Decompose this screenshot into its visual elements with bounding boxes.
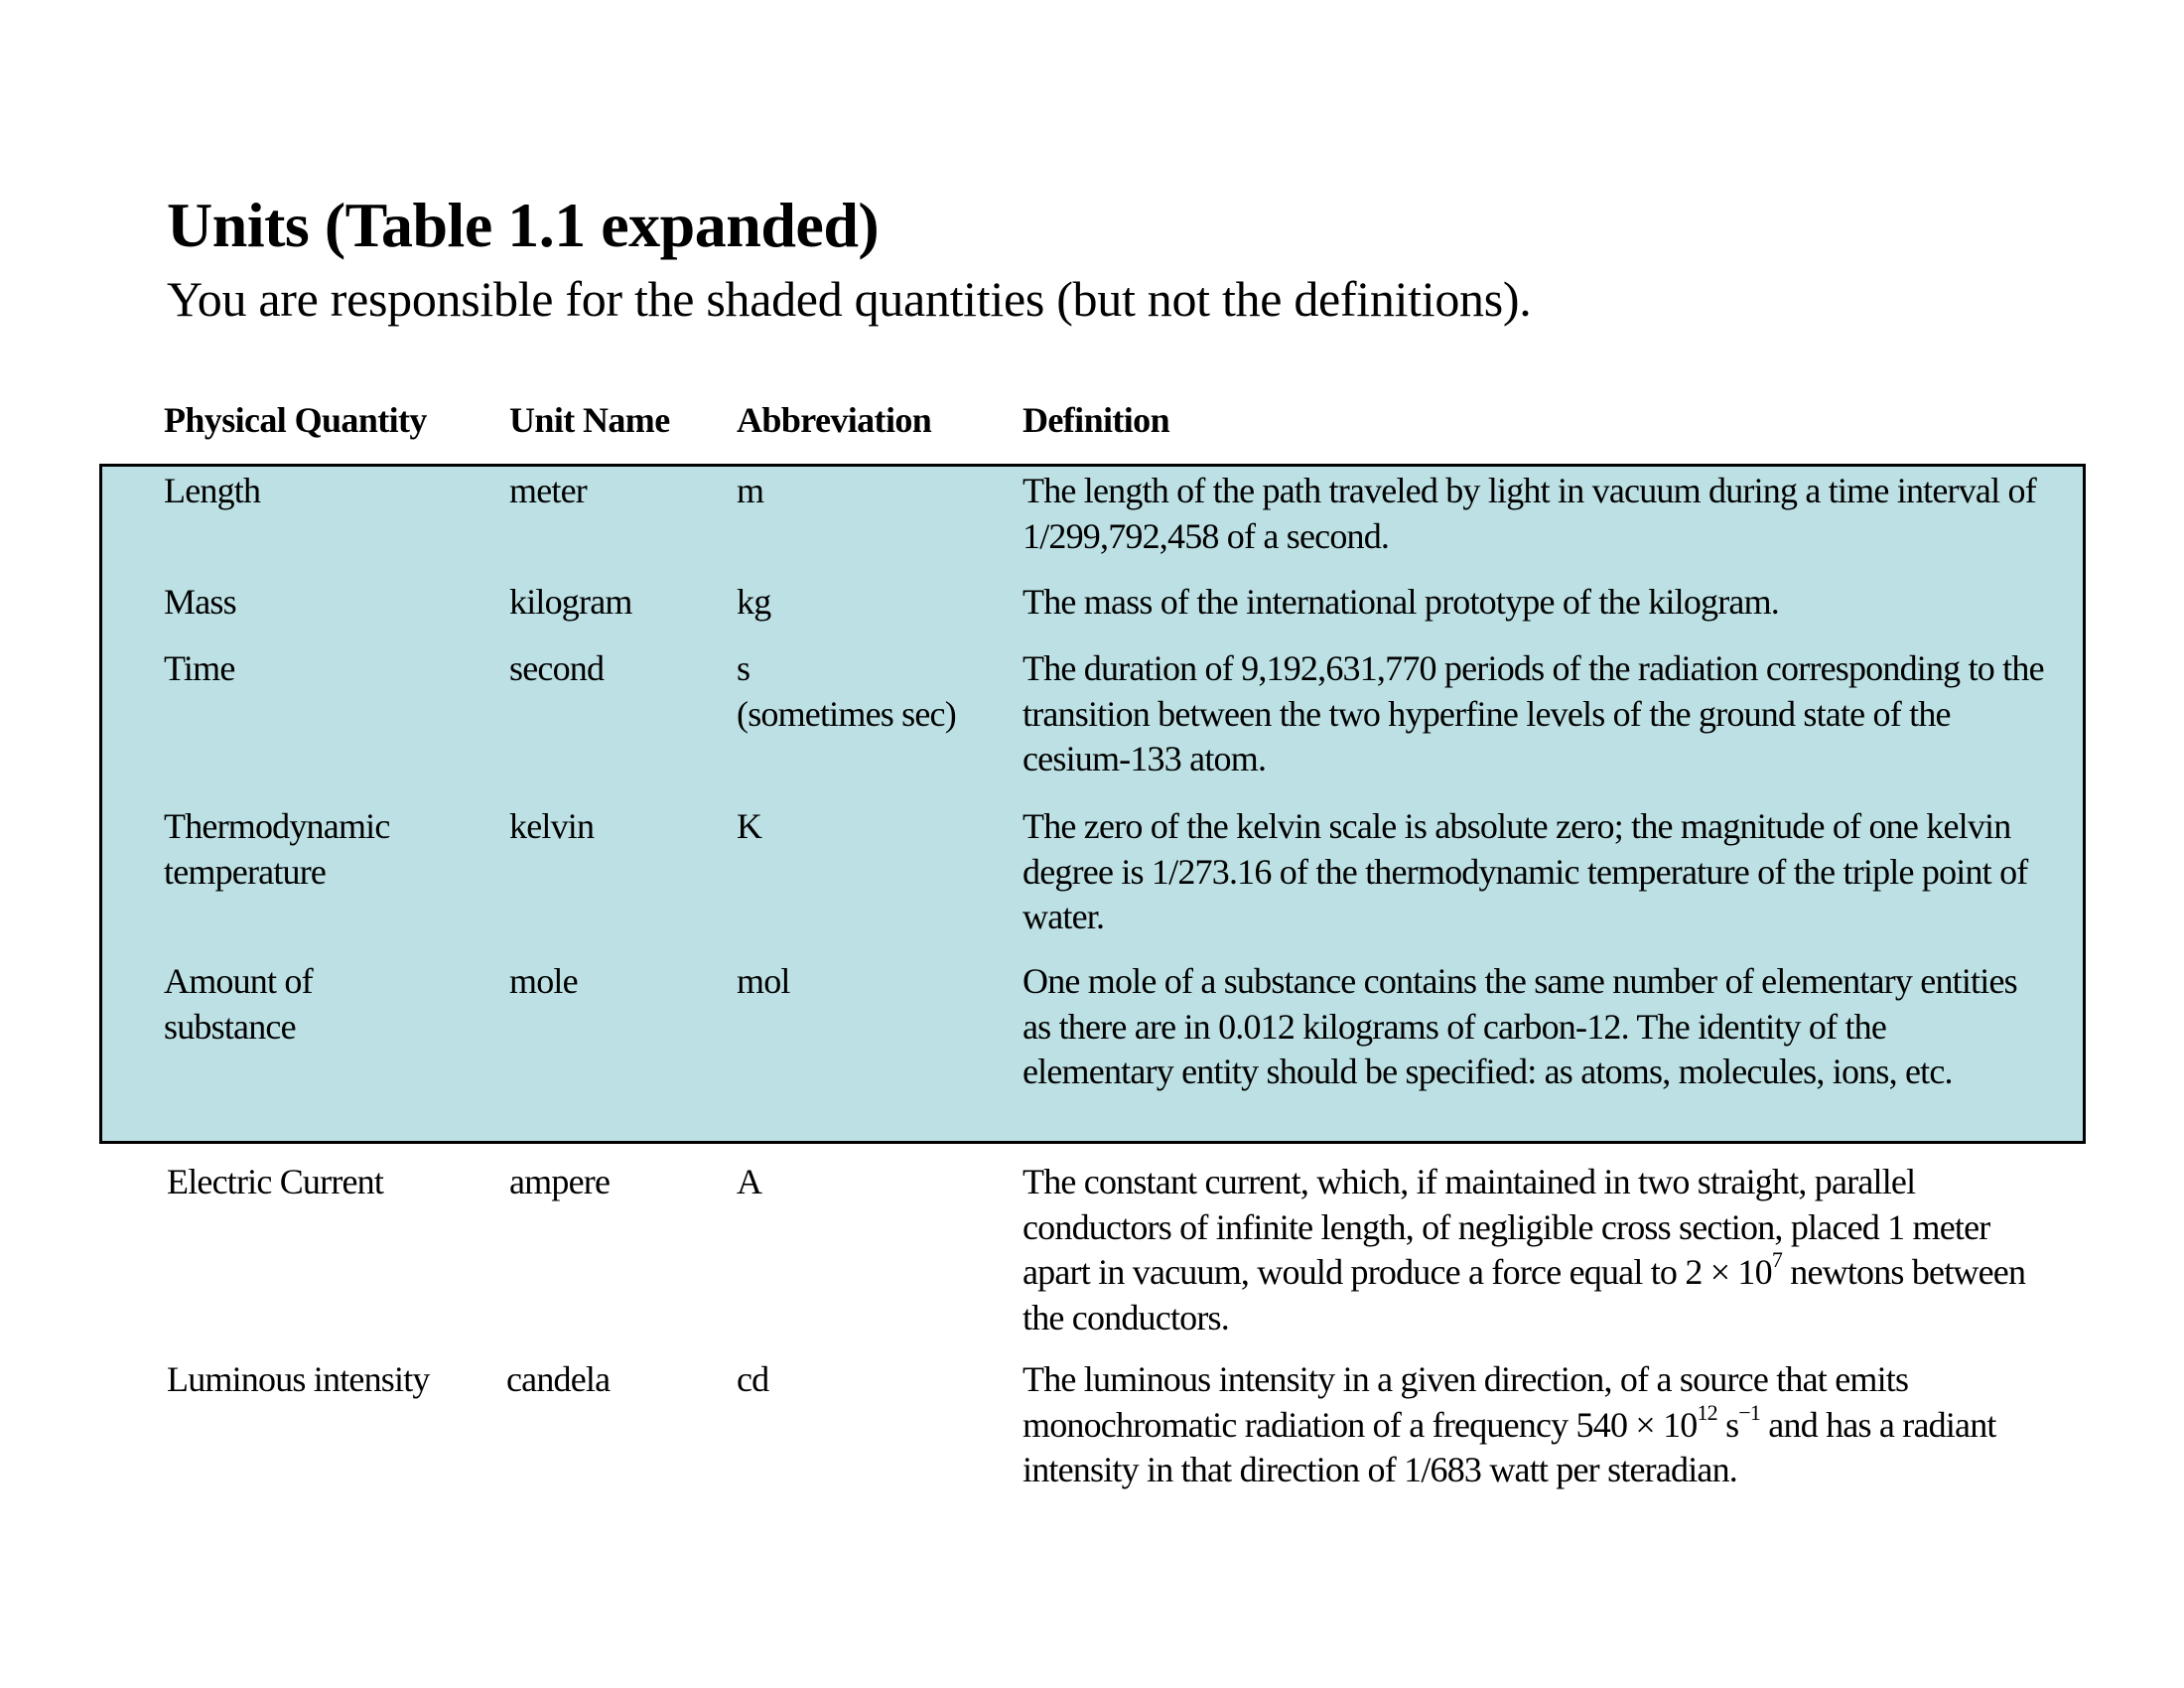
quantity-cell-line2: substance <box>164 1007 296 1047</box>
abbr-cell: K <box>737 806 762 846</box>
abbr-cell: mol <box>737 961 790 1001</box>
exponent: −1 <box>1738 1399 1761 1425</box>
abbr-cell: A <box>737 1162 762 1201</box>
definition-text-b: newtons between the conductors. <box>1023 1252 2026 1337</box>
abbr-cell: cd <box>737 1359 769 1399</box>
quantity-cell: Length <box>164 471 261 510</box>
unit-cell: mole <box>509 961 578 1001</box>
quantity-cell: Luminous intensity <box>167 1359 430 1399</box>
quantity-cell-line2: temperature <box>164 852 327 892</box>
unit-cell: meter <box>509 471 587 510</box>
unit-cell: kelvin <box>509 806 595 846</box>
abbr-cell: kg <box>737 582 771 622</box>
header-physical-quantity: Physical Quantity <box>164 400 427 440</box>
exponent: 12 <box>1697 1399 1717 1425</box>
unit-cell: kilogram <box>509 582 632 622</box>
quantity-cell-line1: Amount of <box>164 961 313 1001</box>
abbr-cell: m <box>737 471 764 510</box>
page-title: Units (Table 1.1 expanded) <box>167 190 880 260</box>
definition-text-a: The constant current, which, if maintained in two straight, parallel conductors of infinite length, of negligible cross section, placed 1 meter apart in vacuum, would produce a force equal to 2 × 10 <box>1023 1162 1990 1292</box>
quantity-cell: Electric Current <box>167 1162 384 1201</box>
quantity-cell-line1: Thermodynamic <box>164 806 390 846</box>
definition-cell: One mole of a substance contains the same number of elementary entities as there are in 0.012 kilograms of carbon-12. The identity of the elementary entity should be specified: as atoms, molecules, ions, etc. <box>1023 961 2017 1091</box>
quantity-cell: Time <box>164 648 235 688</box>
abbr-note: (sometimes sec) <box>737 694 956 734</box>
header-unit-name: Unit Name <box>509 400 670 440</box>
unit-cell: ampere <box>509 1162 611 1201</box>
quantity-cell: Mass <box>164 582 236 622</box>
definition-cell: The mass of the international prototype of the kilogram. <box>1023 582 1779 622</box>
page-subtitle: You are responsible for the shaded quantities (but not the definitions). <box>167 271 1532 327</box>
unit-cell: candela <box>506 1359 611 1399</box>
header-abbreviation: Abbreviation <box>737 400 932 440</box>
definition-cell <box>1023 1357 2045 1493</box>
definition-text-mid: s <box>1716 1404 1739 1445</box>
unit-cell: second <box>509 648 605 688</box>
header-definition: Definition <box>1023 400 1170 440</box>
definition-text-a: The luminous intensity in a given direction, of a source that emits monochromatic radiation of a frequency 540 × 10 <box>1023 1359 1909 1445</box>
exponent: 7 <box>1771 1247 1783 1272</box>
definition-text-b: and has a radiant intensity in that direction of 1/683 watt per steradian. <box>1023 1404 1996 1489</box>
definition-cell: The duration of 9,192,631,770 periods of the radiation corresponding to the transition between the two hyperfine levels of the ground state of the cesium-133 atom. <box>1023 648 2044 778</box>
abbr-cell: s <box>737 648 751 688</box>
definition-cell: The zero of the kelvin scale is absolute zero; the magnitude of one kelvin degree is 1/273.16 of the thermodynamic temperature of the triple point of water. <box>1023 806 2028 936</box>
definition-cell: The length of the path traveled by light in vacuum during a time interval of 1/299,792,458 of a second. <box>1023 471 2036 556</box>
definition-cell <box>1023 1160 2045 1340</box>
